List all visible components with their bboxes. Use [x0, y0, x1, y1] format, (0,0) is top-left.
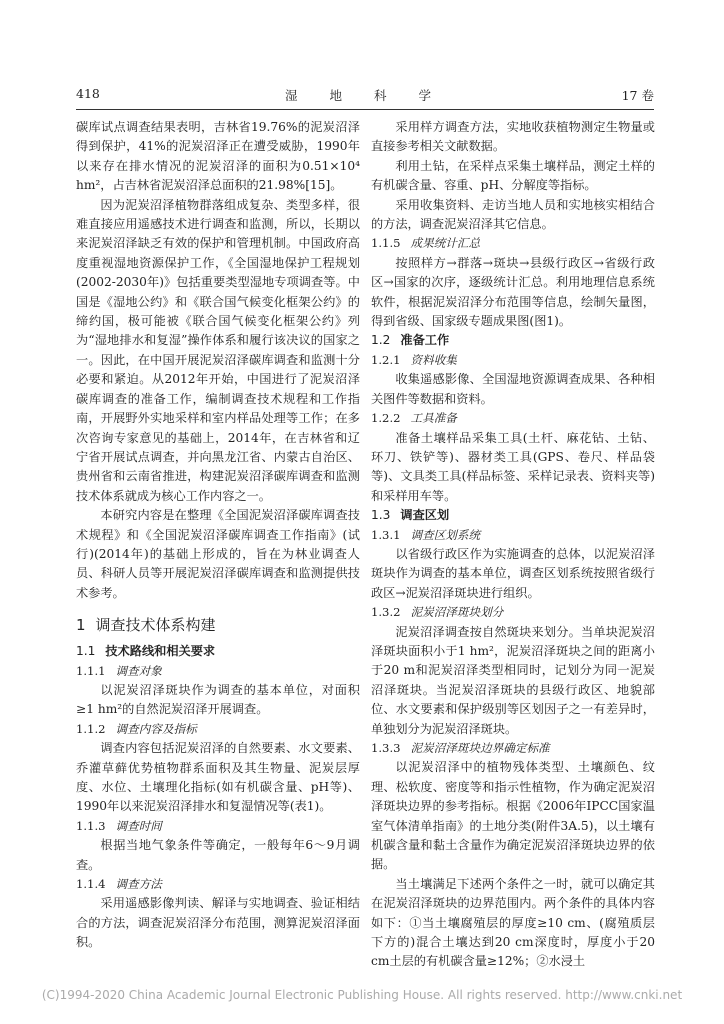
paragraph: 收集遥感影像、全国湿地资源调查成果、各种相关图件等数据和资料。	[371, 372, 655, 406]
paragraph: 泥炭沼泽调查按自然斑块来划分。当单块泥炭沼泽斑块面积小于1 hm²，泥炭沼泽斑块之间的距离小于20 m和泥炭沼泽类型相同时，记划分为同一泥炭沼泽斑块。当泥炭沼泽斑块的县级行政区、地貌部位、水文要素和保护级别等区划因子之一有差异时，单独划分为泥炭沼泽斑块。	[371, 624, 655, 736]
subsubsection-heading: 1.1.2 调查内容及指标	[76, 721, 197, 736]
left-column	[76, 118, 360, 953]
paragraph: 采用样方调查方法，实地收获植物测定生物量或直接参考相关文献数据。	[371, 120, 655, 154]
section-heading: 1 调查技术体系构建	[76, 616, 216, 635]
subsubsection-heading: 1.1.4 调查方法	[76, 877, 162, 892]
paragraph: 准备土壤样品采集工具(土杆、麻花钻、土钻、环刀、铁铲等)、器材类工具(GPS、卷尺、样品袋等)、文具类工具(样品标签、采样记录表、资料夹等)和采样用车等。	[371, 430, 655, 503]
subsection-heading: 1.2 准备工作	[371, 333, 450, 348]
paragraph: 因为泥炭沼泽植物群落组成复杂、类型多样，很难直接应用遥感技术进行调查和监测，所以，长期以来泥炭沼泽缺乏有效的保护和管理机制。中国政府高度重视湿地资源保护工作，《全国湿地保护工程规划(2002-2030年)》包括重要类型湿地专项调查等。中国是《湿地公约》和《联合国气候变化框架公约》的缔约国，极可能被《联合国气候变化框架公约》列为“湿地排水和复湿”操作体系和履行该决议的国家之一。因此，在中国开展泥炭沼泽碳库调查和监测十分必要和紧迫。从2012年开始，中国进行了泥炭沼泽碳库调查的准备工作，编制调查技术规程和工作指南，开展野外实地采样和室内样品处理等工作；在多次咨询专家意见的基础上，2014年，在吉林省和辽宁省开展试点调查，并向黑龙江省、内蒙古自治区、贵州省和云南省推进，构建泥炭沼泽碳库调查和监测技术体系就成为核心工作内容之一。	[76, 197, 360, 503]
subsubsection-heading: 1.3.2 泥炭沼泽斑块划分	[371, 605, 504, 620]
subsection-heading: 1.3 调查区划	[371, 508, 450, 523]
paragraph: 以泥炭沼泽斑块作为调查的基本单位，对面积≥1 hm²的自然泥炭沼泽开展调查。	[76, 682, 360, 717]
paragraph: 调查内容包括泥炭沼泽的自然要素、水文要素、乔灌草藓优势植物群系面积及其生物量、泥炭层厚度、水位、土壤理化指标(如有机碳含量、pH等)、1990年以来泥炭沼泽排水和复湿情况等(表1)。	[76, 741, 360, 814]
paragraph: 根据当地气象条件等确定，一般每年6～9月调查。	[76, 838, 360, 872]
journal-name: 湿 地 科 学	[285, 88, 445, 103]
volume-label: 17 卷	[621, 88, 654, 103]
subsection-heading: 1.1 技术路线和相关要求	[76, 644, 216, 659]
subsubsection-heading: 1.3.1 调查区划系统	[371, 527, 481, 542]
subsubsection-heading: 1.1.1 调查对象	[76, 663, 162, 678]
paragraph: 以省级行政区作为实施调查的总体，以泥炭沼泽斑块作为调查的基本单位，调查区划系统按照省级行政区→泥炭沼泽斑块进行组织。	[371, 546, 655, 600]
subsubsection-heading: 1.1.3 调查时间	[76, 818, 162, 833]
subsubsection-heading: 1.3.3 泥炭沼泽斑块边界确定标准	[371, 741, 550, 755]
subsubsection-heading: 1.2.2 工具准备	[371, 411, 457, 426]
paragraph: 按照样方→群落→斑块→县级行政区→省级行政区→国家的次序，逐级统计汇总。利用地理信息系统软件，根据泥炭沼泽分布范围等信息，绘制矢量图，得到省级、国家级专题成果图(图1)。	[371, 255, 655, 329]
paragraph: 本研究内容是在整理《全国泥炭沼泽碳库调查技术规程》和《全国泥炭沼泽碳库调查工作指南》(试行)(2014年)的基础上形成的，旨在为林业调查人员、科研人员等开展泥炭沼泽碳库调查和监测提供技术参考。	[76, 508, 360, 600]
running-header	[76, 86, 654, 106]
subsubsection-heading: 1.1.5 成果统计汇总	[371, 236, 481, 251]
subsubsection-heading: 1.2.1 资料收集	[371, 352, 457, 367]
header-rule	[76, 109, 654, 110]
paragraph: 采用收集资料、走访当地人员和实地核实相结合的方法，调查泥炭沼泽其它信息。	[371, 197, 655, 232]
paragraph: 碳库试点调查结果表明，吉林省19.76%的泥炭沼泽得到保护，41%的泥炭沼泽正在遭受威胁，1990年以来存在排水情况的泥炭沼泽的面积为0.51×10⁴ hm²，占吉林省泥炭沼泽总面积的21.98%[15]。	[76, 120, 360, 193]
copyright-footer: (C)1994-2020 China Academic Journal Electronic Publishing House. All rights reserved. http://www.cnki.net	[41, 988, 683, 1002]
paragraph: 以泥炭沼泽中的植物残体类型、土壤颜色、纹理、松软度、密度等和指示性植物，作为确定泥炭沼泽斑块边界的参考指标。根据《2006年IPCC国家温室气体清单指南》的土地分类(附件3A.5)，以土壤有机碳含量和黏土含量作为确定泥炭沼泽斑块边界的依据。	[371, 760, 655, 872]
paragraph: 采用遥感影像判读、解译与实地调查、验证相结合的方法，调查泥炭沼泽分布范围，测算泥炭沼泽面积。	[76, 896, 360, 950]
paragraph: 利用土钻，在采样点采集土壤样品，测定土样的有机碳含量、容重、pH、分解度等指标。	[371, 158, 655, 193]
paragraph: 当土壤满足下述两个条件之一时，就可以确定其在泥炭沼泽斑块的边界范围内。两个条件的具体内容如下：①当土壤腐殖层的厚度≥10 cm、(腐殖质层下方的)混合土壤达到20 cm深度时，厚度小于20 cm土层的有机碳含量≥12%；②水浸土	[371, 876, 655, 969]
right-column	[371, 118, 655, 972]
page-number: 418	[76, 86, 100, 101]
